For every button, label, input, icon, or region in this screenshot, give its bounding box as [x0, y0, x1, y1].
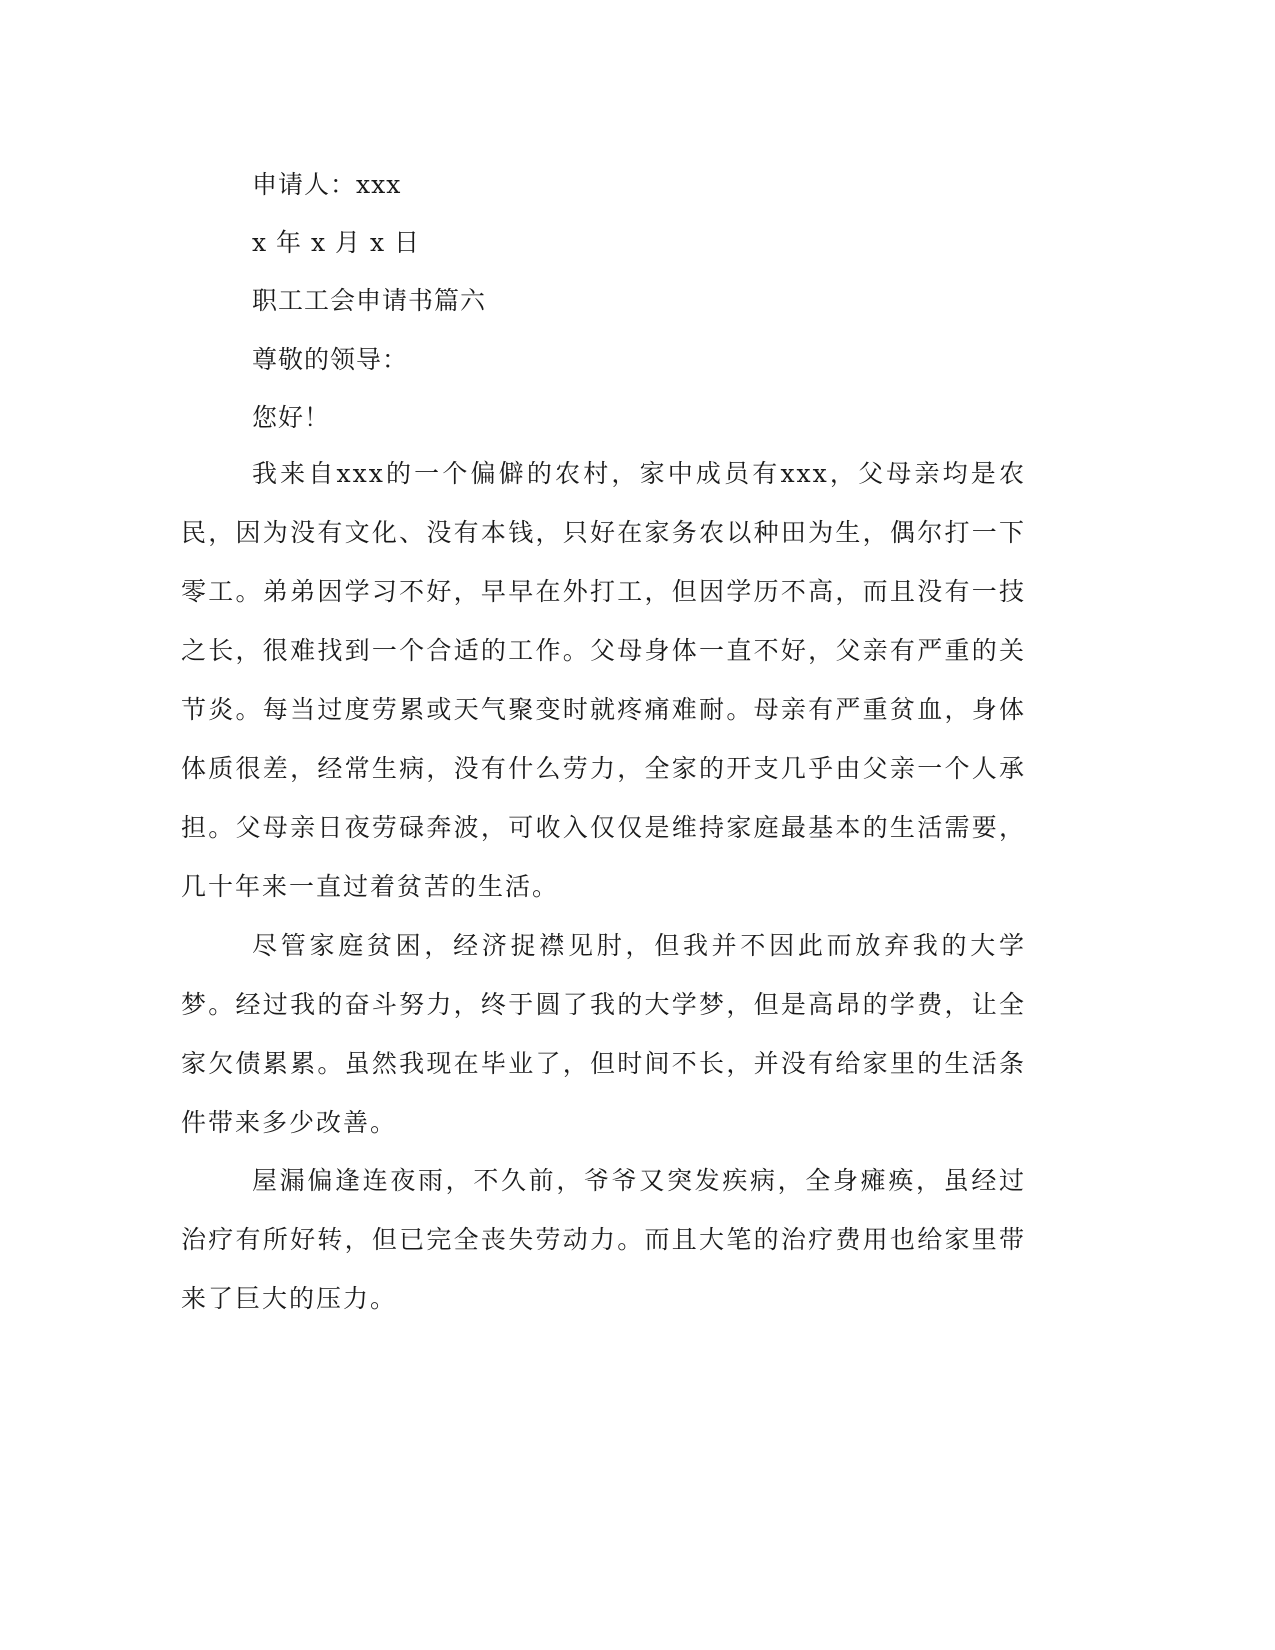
greeting: 您好！: [252, 403, 331, 432]
section-title: 职工工会申请书篇六: [252, 286, 487, 315]
applicant-line: 申请人：xxx: [252, 170, 402, 199]
salutation: 尊敬的领导：: [252, 345, 409, 374]
body-paragraph-1: 我来自xxx的一个偏僻的农村，家中成员有xxx，父母亲均是农民，因为没有文化、没有本钱，只好在家务农以种田为生，偶尔打一下零工。弟弟因学习不好，早早在外打工，但因学历不高，而且没有一技之长，很难找到一个合适的工作。父母身体一直不好，父亲有严重的关节炎。每当过度劳累或天气聚变时就疼痛难耐。母亲有严重贫血，身体体质很差，经常生病，没有什么劳力，全家的开支几乎由父亲一个人承担。父母亲日夜劳碌奔波，可收入仅仅是维持家庭最基本的生活需要，几十年来一直过着贫苦的生活。: [181, 459, 1026, 901]
date-line: x 年 x 月 x 日: [252, 228, 421, 257]
body-paragraph-2: 尽管家庭贫困，经济捉襟见肘，但我并不因此而放弃我的大学梦。经过我的奋斗努力，终于圆了我的大学梦，但是高昂的学费，让全家欠债累累。虽然我现在毕业了，但时间不长，并没有给家里的生活条件带来多少改善。: [181, 931, 1026, 1137]
body-paragraph-3: 屋漏偏逢连夜雨，不久前，爷爷又突发疾病，全身瘫痪，虽经过治疗有所好转，但已完全丧失劳动力。而且大笔的治疗费用也给家里带来了巨大的压力。: [181, 1166, 1026, 1313]
